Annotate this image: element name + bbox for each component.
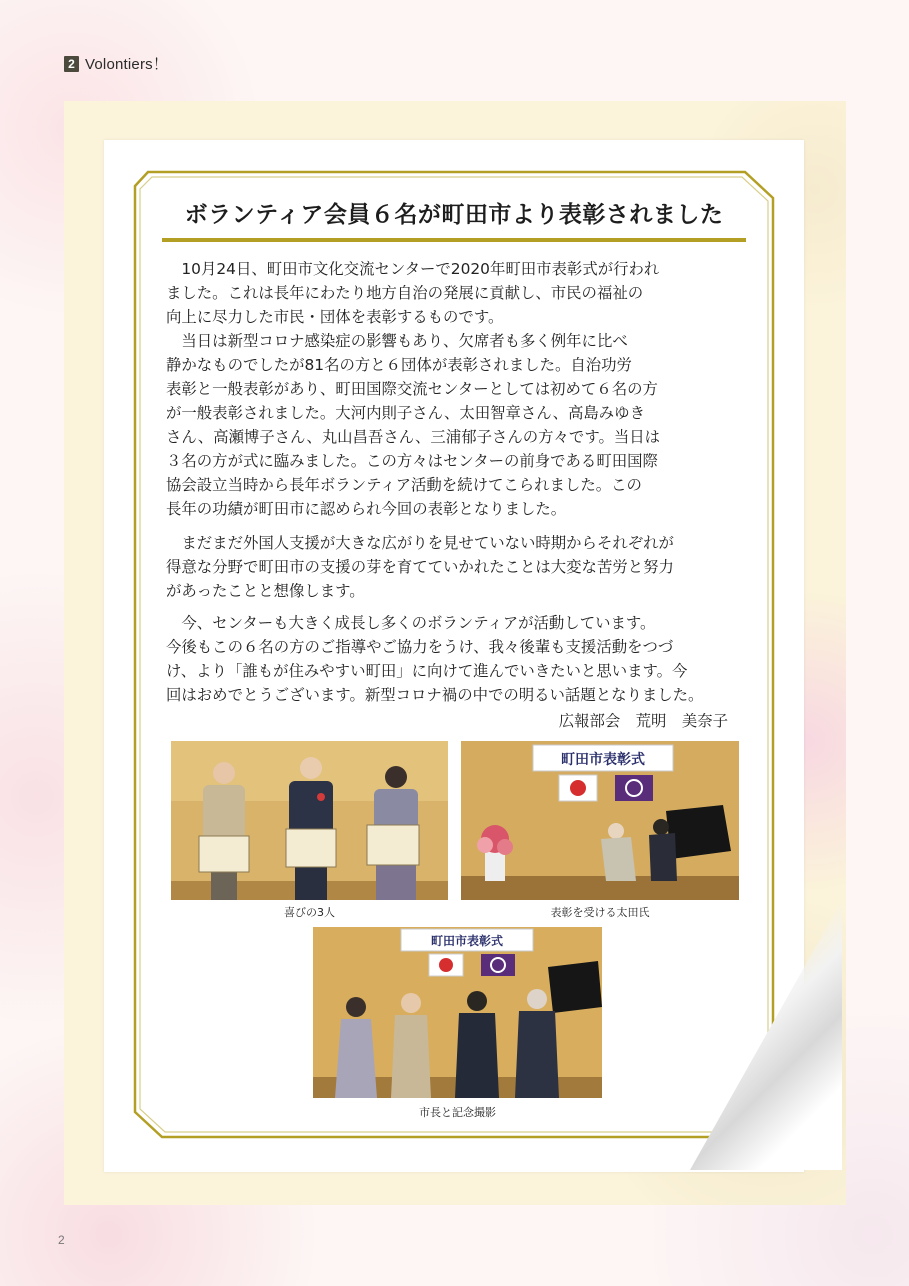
photo-award-handover <box>461 741 739 900</box>
photo-caption: 表彰を受ける太田氏 <box>550 906 650 919</box>
photo-three-honorees <box>171 741 448 900</box>
photo-caption: 喜びの3人 <box>284 906 335 919</box>
body-line: け、より「誰もが住みやすい町田」に向けて進んでいきたいと思います。今 <box>166 662 688 680</box>
body-line: 当日は新型コロナ感染症の影響もあり、欠席者も多く例年に比べ <box>166 332 628 350</box>
body-line: 得意な分野で町田市の支援の芽を育てていかれたことは大変な苦労と努力 <box>166 558 674 576</box>
section-number-badge: 2 <box>64 56 79 72</box>
banner-text: 町田市表彰式 <box>561 752 645 768</box>
body-line: 今、センターも大きく成長し多くのボランティアが活動しています。 <box>166 614 656 632</box>
body-line: 表彰と一般表彰があり、町田国際交流センターとしては初めて６名の方 <box>166 380 658 398</box>
body-line: 静かなものでしたが81名の方と６団体が表彰されました。自治功労 <box>166 356 632 374</box>
body-line: 回はおめでとうございます。新型コロナ禍の中での明るい話題となりました。 <box>166 686 704 704</box>
body-line: ました。これは長年にわたり地方自治の発展に貢献し、市民の福祉の <box>166 284 644 302</box>
body-line: 10月24日、町田市文化交流センターで2020年町田市表彰式が行われ <box>166 260 660 278</box>
article-title: ボランティア会員６名が町田市より表彰されました <box>184 202 724 228</box>
body-line: 協会設立当時から長年ボランティア活動を続けてこられました。この <box>166 476 642 494</box>
body-line: 向上に尽力した市民・団体を表彰するものです。 <box>166 308 504 326</box>
banner-text: 町田市表彰式 <box>430 934 504 948</box>
photo-with-mayor <box>313 927 602 1098</box>
body-line: 長年の功績が町田市に認められ今回の表彰となりました。 <box>166 500 567 518</box>
section-title: Volontiers！ <box>85 56 169 73</box>
body-line: ３名の方が式に臨みました。この方々はセンターの前身である町田国際 <box>166 452 658 470</box>
photo-caption: 市長と記念撮影 <box>419 1106 496 1119</box>
title-underline <box>162 238 746 242</box>
body-line: 今後もこの６名の方のご指導やご協力をうけ、我々後輩も支援活動をつづ <box>166 638 674 656</box>
page-number: 2 <box>58 1233 65 1247</box>
body-line: まだまだ外国人支援が大きな広がりを見せていない時期からそれぞれが <box>166 534 674 552</box>
author-signature: 広報部会 荒明 美奈子 <box>558 712 728 730</box>
body-line: があったことと想像します。 <box>166 582 365 600</box>
body-line: が一般表彰されました。大河内則子さん、太田智章さん、高島みゆき <box>166 404 645 422</box>
body-line: さん、高瀬博子さん、丸山昌吾さん、三浦郁子さんの方々です。当日は <box>166 428 661 446</box>
